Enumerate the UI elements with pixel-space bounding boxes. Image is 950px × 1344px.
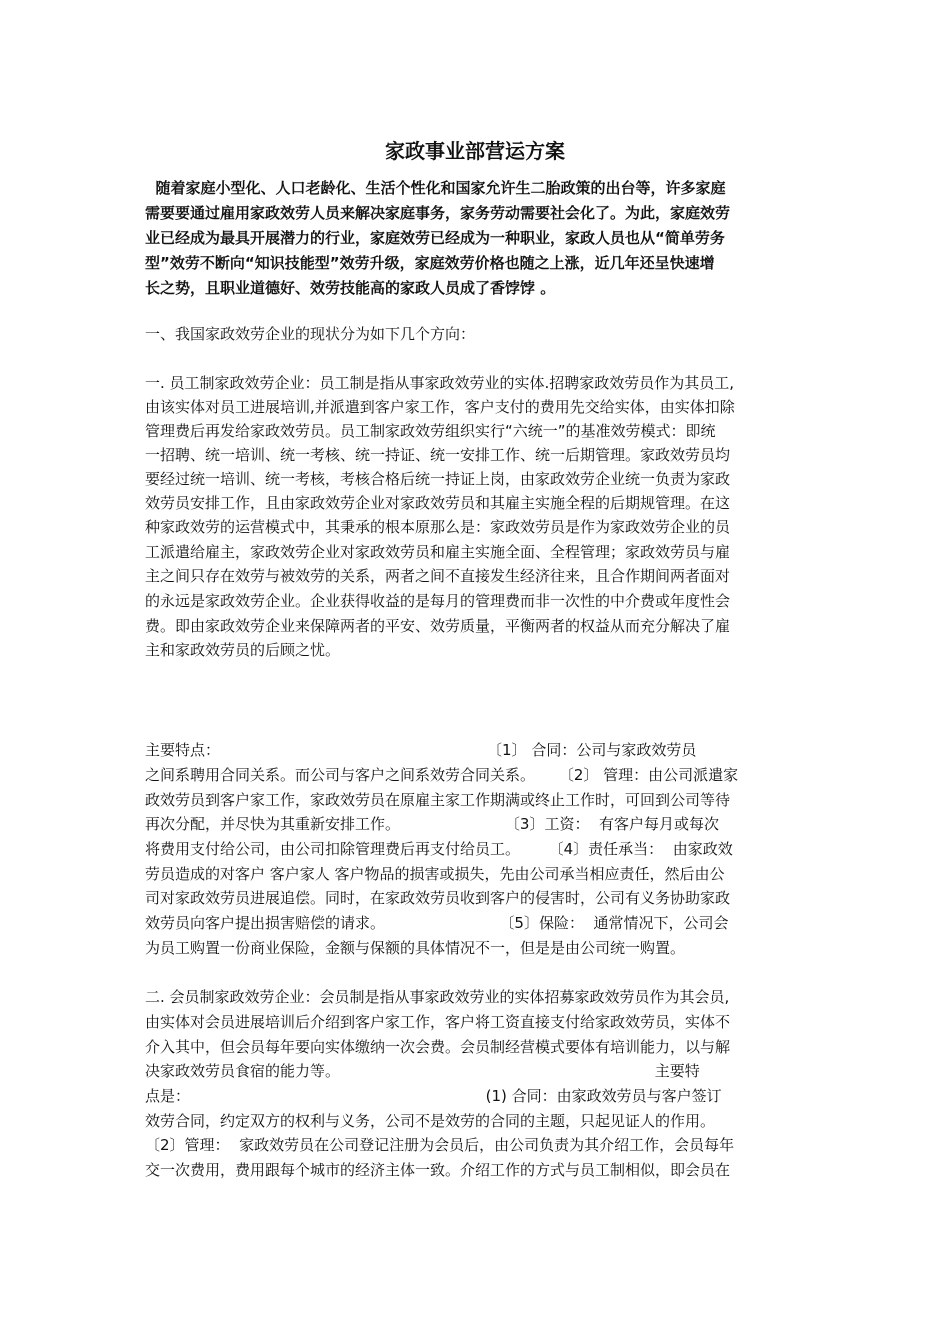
part1-line: 费。即由家政效劳企业来保障两者的平安、效劳质量，平衡两者的权益从而充分解决了雇 — [145, 617, 731, 635]
section-heading: 一、我国家政效劳企业的现状分为如下几个方向： — [145, 325, 476, 343]
part2-line: 介入其中，但会员每年要向实体缴纳一次会费。会员制经营模式要体有培训能力，以与解 — [145, 1038, 731, 1056]
part1-line: 要经过统一培训、统一考核，考核合格后统一持证上岗，由家政效劳企业统一负责为家政 — [145, 470, 731, 488]
features1-line: 政效劳员到客户家工作，家政效劳员在原雇主家工作期满或终止工作时，可回到公司等待 — [145, 791, 731, 809]
part1-line: 种家政效劳的运营模式中，其秉承的根本原那么是：家政效劳员是作为家政效劳企业的员 — [145, 518, 731, 536]
features1-line: 劳员造成的对客户 客户家人 客户物品的损害或损失，先由公司承当相应责任，然后由公 — [145, 865, 725, 883]
features1-line: 之间系聘用合同关系。而公司与客户之间系效劳合同关系。 〔2〕 管理：由公司派遣家 — [145, 766, 739, 784]
part1-line: 主和家政效劳员的后顾之忧。 — [145, 641, 341, 659]
features1-line: 效劳员向客户提出损害赔偿的请求。 〔5〕保险： 通常情况下，公司会 — [145, 914, 729, 932]
part1-line: 主之间只存在效劳与被效劳的关系，两者之间不直接发生经济往来，且合作期间两者面对 — [145, 567, 731, 585]
features1-line: 再次分配，并尽快为其重新安排工作。 〔3〕工资： 有客户每月或每次 — [145, 815, 719, 833]
part1-line: 一招聘、统一培训、统一考核、统一持证、统一安排工作、统一后期管理。家政效劳员均 — [145, 446, 731, 464]
document-title: 家政事业部营运方案 — [385, 139, 565, 163]
features1-line: 主要特点： 〔1〕 合同：公司与家政效劳员 — [145, 741, 697, 759]
intro-line: 需要要通过雇用家政效劳人员来解决家庭事务，家务劳动需要社会化了。为此，家庭效劳 — [145, 204, 731, 222]
intro-line: 型”效劳不断向“知识技能型”效劳升级，家庭效劳价格也随之上涨，近几年还呈快速增 — [145, 254, 715, 272]
part1-line: 工派遣给雇主，家政效劳企业对家政效劳员和雇主实施全面、全程管理；家政效劳员与雇 — [145, 543, 731, 561]
intro-line: 业已经成为最具开展潜力的行业，家庭效劳已经成为一种职业，家政人员也从“简单劳务 — [145, 229, 725, 247]
part2-line: 效劳合同，约定双方的权利与义务，公司不是效劳的合同的主题，只起见证人的作用。 — [145, 1112, 716, 1130]
features1-line: 将费用支付给公司，由公司扣除管理费后再支付给员工。 〔4〕责任承当： 由家政效 — [145, 840, 733, 858]
part1-line: 效劳员安排工作，且由家政效劳企业对家政效劳员和其雇主实施全程的后期规管理。在这 — [145, 494, 731, 512]
part1-line: 管理费后再发给家政效劳员。员工制家政效劳组织实行“六统一”的基准效劳模式：即统 — [145, 422, 716, 440]
part2-line: 决家政效劳员食宿的能力等。 主要特 — [145, 1062, 700, 1080]
intro-line: 随着家庭小型化、人口老龄化、生活个性化和国家允许生二胎政策的出台等，许多家庭 — [145, 179, 726, 197]
part2-line: 〔2〕管理： 家政效劳员在公司登记注册为会员后，由公司负责为其介绍工作，会员每年 — [145, 1136, 735, 1154]
part1-line: 由该实体对员工进展培训,并派遣到客户家工作，客户支付的费用先交给实体，由实体扣除 — [145, 398, 735, 416]
part1-line: 一. 员工制家政效劳企业：员工制是指从事家政效劳业的实体.招聘家政效劳员作为其员工, — [145, 374, 735, 392]
features1-line: 为员工购置一份商业保险，金额与保额的具体情况不一，但是是由公司统一购置。 — [145, 939, 686, 957]
part2-line: 由实体对会员进展培训后介绍到客户家工作，客户将工资直接支付给家政效劳员，实体不 — [145, 1013, 731, 1031]
part2-line: 交一次费用，费用跟每个城市的经济主体一致。介绍工作的方式与员工制相似，即会员在 — [145, 1161, 731, 1179]
part1-line: 的永远是家政效劳企业。企业获得收益的是每月的管理费而非一次性的中介费或年度性会 — [145, 592, 731, 610]
part2-line: 点是： (1) 合同：由家政效劳员与客户签订 — [145, 1087, 722, 1105]
intro-line: 长之势，且职业道德好、效劳技能高的家政人员成了香饽饽 。 — [145, 279, 556, 297]
part2-line: 二. 会员制家政效劳企业：会员制是指从事家政效劳业的实体招募家政效劳员作为其会员, — [145, 988, 730, 1006]
features1-line: 司对家政效劳员进展追偿。同时，在家政效劳员收到客户的侵害时，公司有义务协助家政 — [145, 889, 731, 907]
